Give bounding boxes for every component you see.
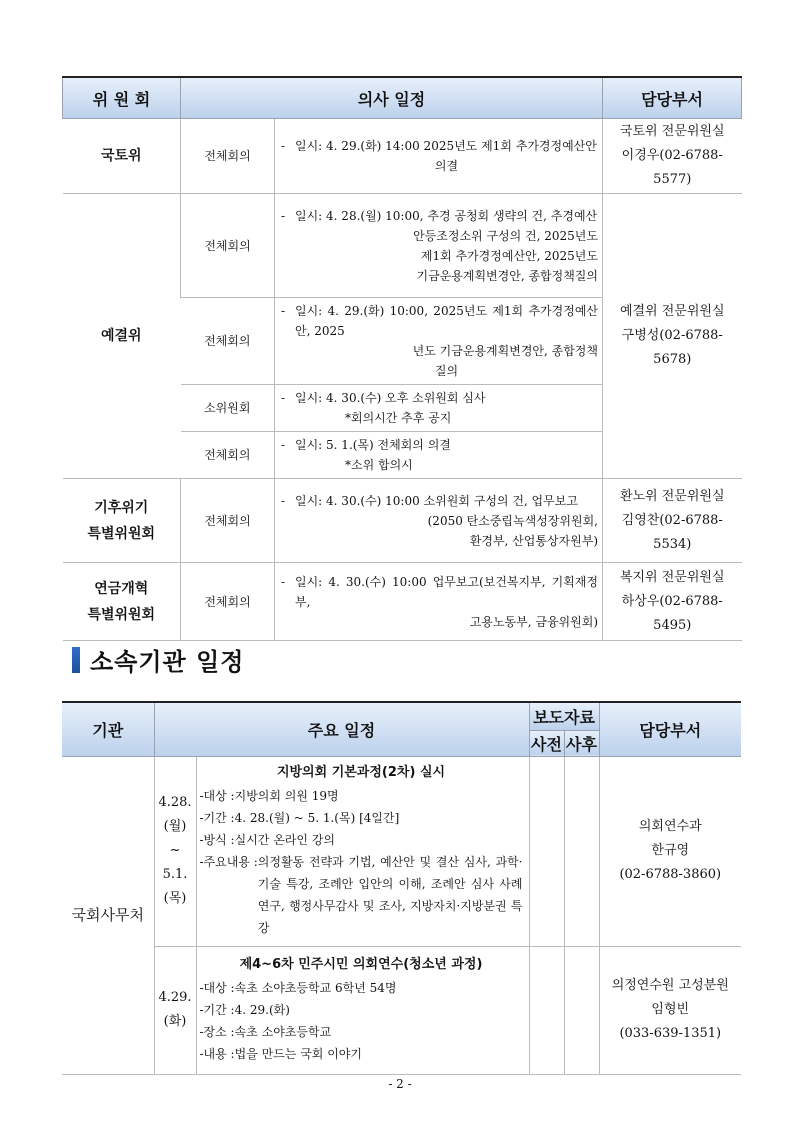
schedule-cell bbox=[275, 194, 603, 298]
dash-marker bbox=[281, 511, 295, 531]
schedule-line bbox=[281, 156, 598, 176]
press-after-cell bbox=[564, 946, 599, 1074]
schedule-line bbox=[281, 511, 598, 531]
schedule-line bbox=[281, 301, 598, 341]
schedule-text: 일시: 4. 29.(화) 10:00, 2025년도 제1회 추가경정예산안, 2025 bbox=[295, 304, 598, 338]
schedule-text: 고용노동부, 금융위원회) bbox=[469, 614, 598, 629]
meeting-type: 전체회의 bbox=[181, 194, 275, 298]
schedule-text: 일시: 4. 29.(화) 14:00 2025년도 제1회 추가경정예산안 bbox=[295, 139, 597, 153]
schedule-text: 환경부, 산업통상자원부) bbox=[469, 533, 598, 548]
press-before-cell bbox=[529, 946, 564, 1074]
dept-cell: 예결위 전문위원실 구병성(02-6788-5678) bbox=[603, 194, 742, 479]
dept-cell: 국토위 전문위원실 이경우(02-6788-5577) bbox=[603, 119, 742, 194]
event-item-value: 실시간 온라인 강의 bbox=[234, 833, 335, 847]
meeting-type: 전체회의 bbox=[181, 432, 275, 479]
table-row bbox=[63, 194, 742, 298]
schedule-line bbox=[281, 246, 598, 266]
table-row bbox=[63, 119, 742, 194]
table-header-row bbox=[62, 702, 741, 730]
schedule-text: 질의 bbox=[434, 364, 459, 378]
schedule-line bbox=[281, 572, 598, 612]
dash-marker bbox=[281, 612, 295, 632]
dept-cell: 환노위 전문위원실 김영찬(02-6788-5534) bbox=[603, 479, 742, 563]
press-before-cell bbox=[529, 756, 564, 946]
schedule-text: 일시: 4. 28.(월) 10:00, 추경 공청회 생략의 건, 추경예산 bbox=[295, 208, 598, 223]
event-item-value: 속초 소야초등학교 6학년 54명 bbox=[234, 981, 397, 995]
schedule-line bbox=[281, 206, 598, 226]
schedule-line bbox=[281, 361, 598, 381]
event-item bbox=[200, 1043, 523, 1065]
dash-marker: - bbox=[281, 304, 286, 318]
schedule-text: 기금운용계획변경안, 종합정책질의 bbox=[416, 268, 598, 283]
schedule-text: 일시: 4. 30.(수) 오후 소위원회 심사 bbox=[295, 391, 486, 405]
table-row bbox=[62, 946, 741, 1074]
dash-marker bbox=[281, 408, 295, 428]
schedule-line bbox=[281, 435, 598, 455]
schedule-text: (2050 탄소중립녹색성장위원회, bbox=[427, 513, 598, 528]
section-marker bbox=[72, 647, 80, 673]
schedule-text: 일시: 4. 30.(수) 10:00 업무보고(보건복지부, 기획재정부, bbox=[295, 574, 598, 609]
event-item-value: 속초 소야초등학교 bbox=[234, 1025, 332, 1039]
header-schedule: 의사 일정 bbox=[181, 77, 603, 119]
schedule-text: 일시: 4. 30.(수) 10:00 소위원회 구성의 건, 업무보고 bbox=[295, 493, 578, 508]
meeting-type: 전체회의 bbox=[181, 119, 275, 194]
event-item-value: 4. 28.(월) ~ 5. 1.(목) [4일간] bbox=[234, 811, 400, 825]
event-item bbox=[200, 977, 523, 999]
page-number: - 2 - bbox=[388, 1077, 412, 1091]
meeting-type: 전체회의 bbox=[181, 479, 275, 563]
committee-cell: 국토위 bbox=[63, 119, 181, 194]
event-item-key: -대상 : bbox=[199, 981, 235, 995]
table-header-row bbox=[63, 77, 742, 119]
header-press-before: 사전 bbox=[529, 730, 564, 756]
event-item-key: -장소 : bbox=[199, 1025, 235, 1039]
schedule-line bbox=[281, 531, 598, 551]
header-agency: 기관 bbox=[62, 702, 154, 756]
dash-marker: - bbox=[281, 391, 286, 405]
date-cell: 4.28. (월) ~ 5.1. (목) bbox=[154, 756, 196, 946]
dept-cell: 복지위 전문위원실 하상우(02-6788-5495) bbox=[603, 563, 742, 641]
schedule-line bbox=[281, 341, 598, 361]
schedule-line bbox=[281, 408, 598, 428]
schedule-text: 년도 기금운용계획변경안, 종합정책 bbox=[412, 344, 598, 358]
committee-schedule-table bbox=[62, 76, 742, 641]
dash-marker bbox=[281, 226, 295, 246]
schedule-cell bbox=[275, 432, 603, 479]
event-item-key: -기간 : bbox=[199, 1003, 235, 1017]
schedule-line bbox=[281, 491, 598, 511]
event-item-key: -방식 : bbox=[199, 833, 235, 847]
section-title: 소속기관 일정 bbox=[90, 648, 245, 676]
schedule-text: 일시: 5. 1.(목) 전체회의 의결 bbox=[295, 438, 451, 452]
schedule-line bbox=[281, 226, 598, 246]
schedule-cell bbox=[275, 298, 603, 385]
dash-marker bbox=[281, 361, 295, 381]
event-item-key: -대상 : bbox=[199, 789, 235, 803]
header-committee: 위 원 회 bbox=[63, 77, 181, 119]
table-row bbox=[63, 479, 742, 563]
dash-marker bbox=[281, 156, 295, 176]
header-schedule: 주요 일정 bbox=[154, 702, 529, 756]
event-item-value: 의정활동 전략과 기법, 예산안 및 결산 심사, 과학·기술 특강, 조례안 입안의 이해, 조례안 심사 사례연구, 행정사무감사 및 조사, 지방자치·지방분권 특강 bbox=[257, 855, 523, 935]
agency-schedule-table bbox=[62, 701, 741, 1075]
event-cell bbox=[196, 756, 529, 946]
header-dept: 담당부서 bbox=[603, 77, 742, 119]
header-press: 보도자료 bbox=[529, 702, 599, 730]
event-item bbox=[200, 807, 523, 829]
event-item-value: 법을 만드는 국회 이야기 bbox=[234, 1047, 362, 1061]
schedule-text: 제1회 추가경정예산안, 2025년도 bbox=[420, 248, 598, 263]
meeting-type: 소위원회 bbox=[181, 385, 275, 432]
dash-marker bbox=[281, 246, 295, 266]
dash-marker: - bbox=[281, 438, 286, 452]
dash-marker bbox=[281, 455, 295, 475]
press-after-cell bbox=[564, 756, 599, 946]
schedule-cell bbox=[275, 385, 603, 432]
table-row bbox=[62, 756, 741, 946]
header-dept: 담당부서 bbox=[599, 702, 741, 756]
event-item bbox=[200, 851, 523, 939]
event-title: 지방의회 기본과정(2차) 실시 bbox=[276, 765, 446, 780]
agency-cell: 국회사무처 bbox=[62, 756, 154, 1074]
event-item-key: -기간 : bbox=[199, 811, 235, 825]
meeting-type: 전체회의 bbox=[181, 298, 275, 385]
event-item bbox=[200, 1021, 523, 1043]
committee-cell: 예결위 bbox=[63, 194, 181, 479]
date-cell: 4.29. (화) bbox=[154, 946, 196, 1074]
table-row bbox=[63, 563, 742, 641]
event-item-value: 4. 29.(화) bbox=[234, 1003, 290, 1017]
event-item-value: 지방의회 의원 19명 bbox=[234, 789, 339, 803]
schedule-cell bbox=[275, 563, 603, 641]
dept-cell: 의정연수원 고성분원 임형빈 (033-639-1351) bbox=[599, 946, 741, 1074]
header-press-after: 사후 bbox=[564, 730, 599, 756]
dept-cell: 의회연수과 한규영 (02-6788-3860) bbox=[599, 756, 741, 946]
schedule-text: *소위 합의시 bbox=[345, 458, 413, 472]
schedule-text: 의결 bbox=[434, 159, 459, 173]
schedule-line bbox=[281, 612, 598, 632]
dash-marker bbox=[281, 266, 295, 286]
schedule-text: *회의시간 추후 공지 bbox=[345, 411, 452, 425]
meeting-type: 전체회의 bbox=[181, 563, 275, 641]
schedule-cell bbox=[275, 479, 603, 563]
dash-marker bbox=[281, 531, 295, 551]
event-item bbox=[200, 999, 523, 1021]
event-item bbox=[200, 829, 523, 851]
event-item bbox=[200, 785, 523, 807]
event-title: 제4~6차 민주시민 의회연수(청소년 과정) bbox=[239, 957, 483, 972]
schedule-line bbox=[281, 388, 598, 408]
event-cell bbox=[196, 946, 529, 1074]
schedule-text: 안등조정소위 구성의 건, 2025년도 bbox=[413, 228, 598, 243]
committee-cell: 연금개혁 특별위원회 bbox=[63, 563, 181, 641]
schedule-line bbox=[281, 136, 598, 156]
dash-marker: - bbox=[281, 208, 286, 223]
dash-marker: - bbox=[281, 139, 286, 153]
committee-cell: 기후위기 특별위원회 bbox=[63, 479, 181, 563]
schedule-cell bbox=[275, 119, 603, 194]
section-heading bbox=[72, 642, 244, 677]
dash-marker: - bbox=[281, 493, 286, 508]
dash-marker bbox=[281, 341, 295, 361]
schedule-line bbox=[281, 266, 598, 286]
dash-marker: - bbox=[281, 574, 286, 589]
schedule-line bbox=[281, 455, 598, 475]
event-item-key: -내용 : bbox=[199, 1047, 235, 1061]
event-item-key: -주요내용 : bbox=[199, 855, 258, 869]
